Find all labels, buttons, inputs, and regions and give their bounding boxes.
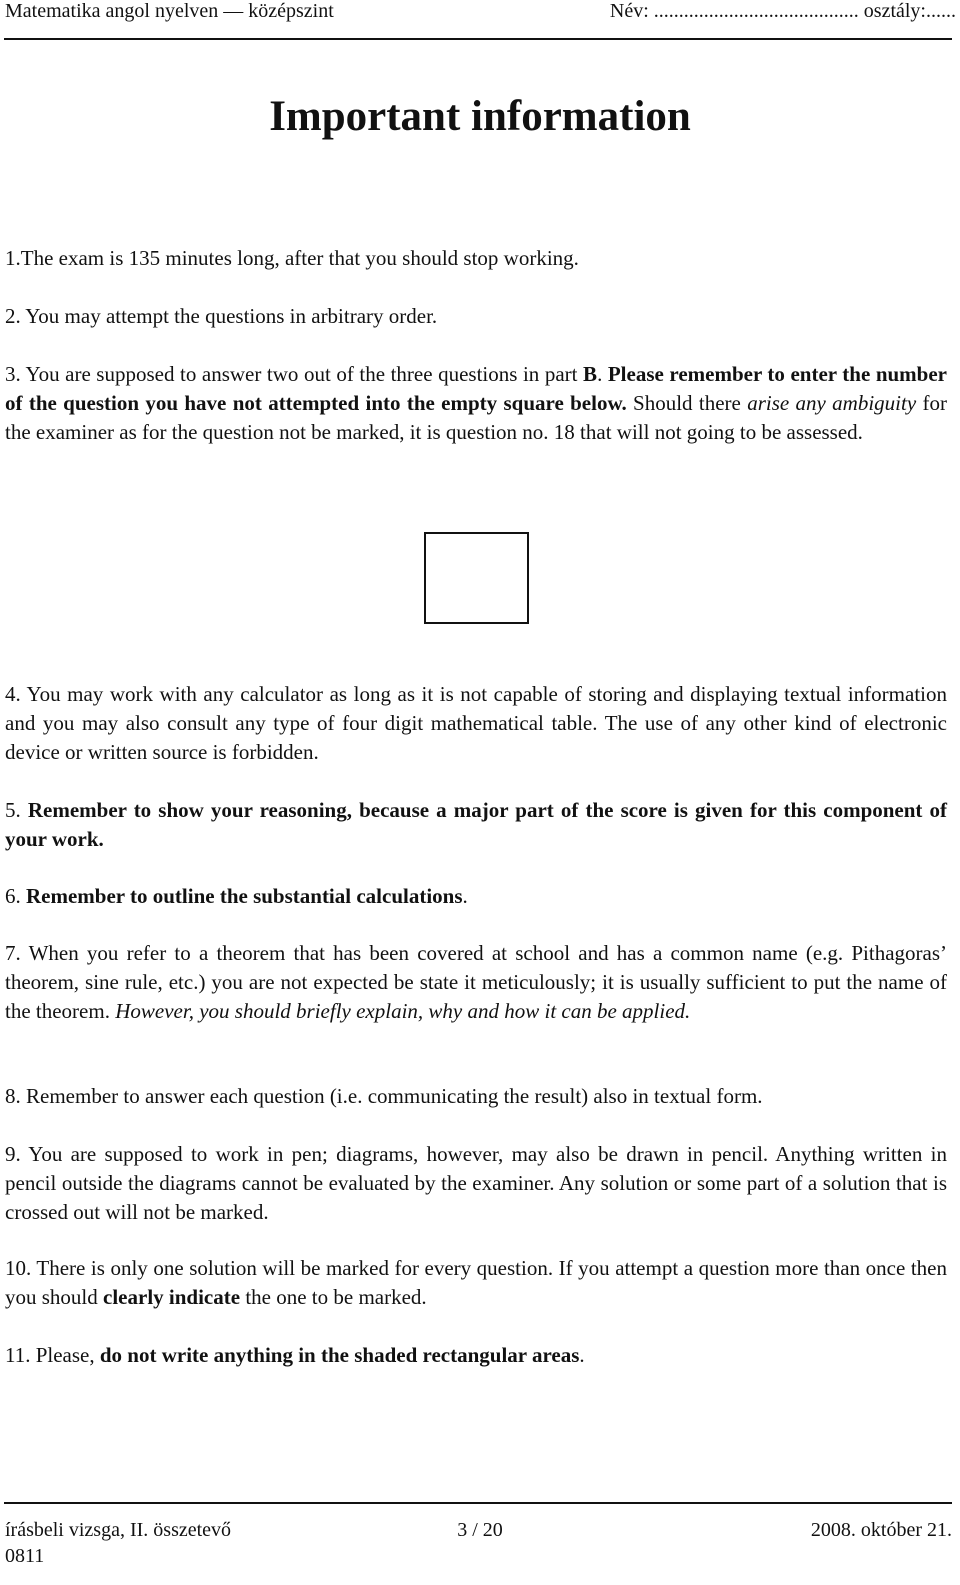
instruction-10-end: the one to be marked.	[240, 1285, 427, 1309]
instruction-5-bold: Remember to show your reasoning, because a major part of the score is given for this component of your work.	[5, 798, 948, 851]
instruction-10-bold: clearly indicate	[103, 1285, 241, 1309]
instruction-3-italic: arise any ambiguity	[747, 391, 917, 415]
page-title: Important information	[269, 93, 691, 140]
instruction-3-bold: Please remember to enter the number of the question you have not attempted into the empty square below.	[5, 362, 947, 415]
instruction-9: 9. You are supposed to work in pen; diagrams, however, may also be drawn in pencil. Anything written in pencil outside the diagrams cannot be evaluated by the examiner. Any solution or some part of a solution that is crossed out will not be marked.	[5, 1142, 947, 1224]
instruction-7-text: 7. When you refer to a theorem that has been covered at school and has a common name (e.g. Pithagoras’ theorem, sine rule, etc.) you are not expected be state it meticulously; it is usually sufficient to put the name of the theorem.	[5, 941, 947, 1023]
instruction-11-bold: do not write anything in the shaded rectangular areas	[99, 1343, 580, 1367]
instruction-3-text: 3. You are supposed to answer two out of the three questions in part	[5, 362, 584, 386]
instruction-5-num: 5.	[5, 798, 28, 822]
header-subject: Matematika angol nyelven — középszint	[5, 0, 334, 22]
instruction-3-text-3: for the examiner as for the question not be marked, it is question no. 18 that will not going to be assessed.	[5, 391, 947, 444]
page-header	[5, 0, 956, 30]
instruction-11-text: 11. Please,	[5, 1343, 100, 1367]
instruction-7	[5, 939, 947, 1026]
instruction-2: 2. You may attempt the questions in arbitrary order.	[5, 304, 438, 328]
footer-date: 2008. október 21.	[810, 1519, 952, 1541]
instruction-3-text-2: Should there	[626, 391, 748, 415]
instruction-8: 8. Remember to answer each question (i.e. communicating the result) also in textual form.	[5, 1084, 763, 1108]
footer-exam-name: írásbeli vizsga, II. összetevő	[5, 1519, 232, 1541]
instruction-5	[5, 796, 947, 854]
instruction-11-end: .	[579, 1343, 585, 1367]
instruction-3-sep: .	[597, 362, 608, 386]
header-divider	[4, 38, 952, 40]
footer-exam-code: 0811	[5, 1545, 45, 1567]
footer-page-number: 3 / 20	[457, 1519, 503, 1541]
instruction-10-text: 10. There is only one solution will be marked for every question. If you attempt a question more than once then you should	[5, 1256, 947, 1309]
instruction-7-italic: However, you should briefly explain, why and how it can be applied.	[115, 999, 691, 1023]
instruction-11	[5, 1341, 947, 1370]
instruction-10	[5, 1254, 947, 1312]
instruction-4: 4. You may work with any calculator as long as it is not capable of storing and displaying textual information and you may also consult any type of four digit mathematical table. The use of any other kind of electronic device or written source is forbidden.	[5, 682, 947, 764]
instruction-3	[5, 360, 947, 447]
instruction-6-bold: Remember to outline the substantial calculations	[26, 884, 463, 908]
instruction-6	[5, 882, 947, 911]
footer-divider	[4, 1502, 952, 1504]
instruction-3-part-b: B	[583, 362, 598, 386]
unattempted-question-box[interactable]	[424, 532, 529, 624]
instruction-6-end: .	[462, 884, 468, 908]
header-name-class-field: Név: ......................................... osztály:......	[609, 0, 956, 22]
instruction-6-num: 6.	[5, 884, 26, 908]
instruction-1: 1.The exam is 135 minutes long, after that you should stop working.	[5, 246, 579, 270]
